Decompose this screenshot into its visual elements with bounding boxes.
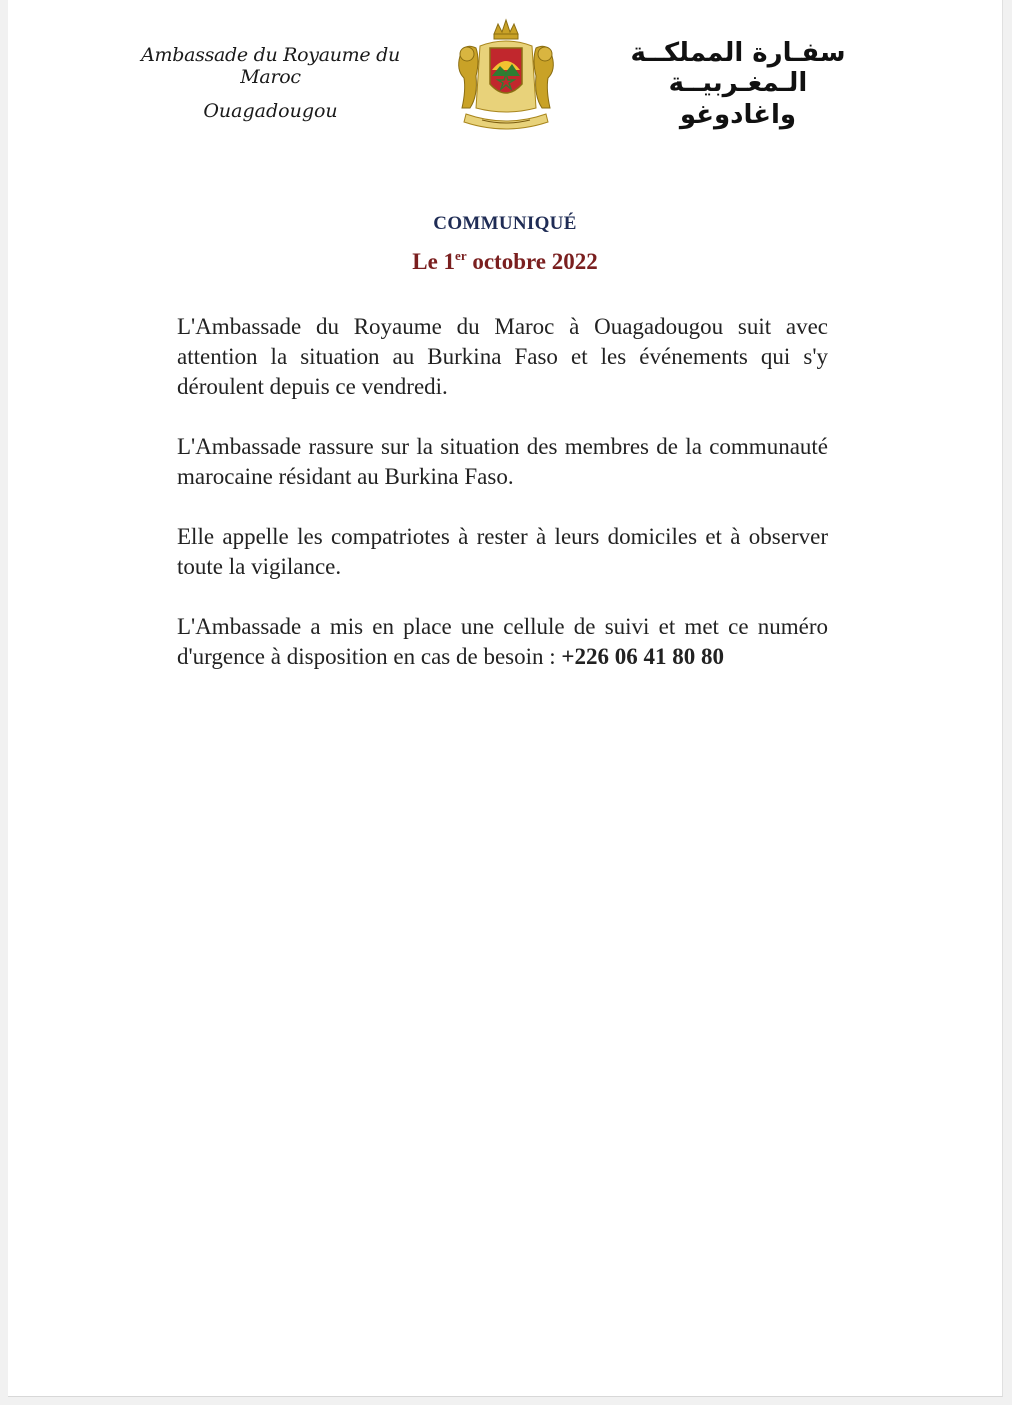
embassy-city-arabic-line: واغادوغو (679, 100, 797, 130)
embassy-name-arabic (593, 38, 883, 130)
body-paragraph-4-text: L'Ambassade a mis en place une cellule de suivi et met ce numéro d'urgence à disposition en cas de besoin : (177, 614, 828, 669)
embassy-name-french (113, 44, 428, 122)
body-paragraph-3: Elle appelle les compatriotes à rester à leurs domiciles et à observer toute la vigilance. (177, 524, 828, 579)
body-paragraph-2: L'Ambassade rassure sur la situation des membres de la communauté marocaine résidant au Burkina Faso. (177, 434, 828, 489)
emergency-phone-number: +226 06 41 80 80 (561, 644, 725, 669)
embassy-name-line: Ambassade du Royaume du Maroc (141, 44, 400, 88)
body-paragraph-4 (177, 612, 828, 672)
moroccan-coat-of-arms-icon (446, 16, 566, 134)
date-superscript: er (455, 248, 467, 263)
date-suffix: octobre 2022 (466, 249, 598, 274)
communique-date (8, 249, 1002, 275)
embassy-city-line: Ouagadougou (203, 100, 338, 122)
date-prefix: Le 1 (412, 249, 456, 274)
embassy-name-arabic-line: سفـارة المملكــة الـمغـربيــة (630, 38, 846, 98)
communique-title: COMMUNIQUÉ (433, 213, 577, 234)
communique-body (177, 312, 828, 702)
document-page (8, 0, 1003, 1397)
body-paragraph-1: L'Ambassade du Royaume du Maroc à Ouagadougou suit avec attention la situation au Burkina Faso et les événements qui s'y déroulent depuis ce vendredi. (177, 314, 828, 399)
